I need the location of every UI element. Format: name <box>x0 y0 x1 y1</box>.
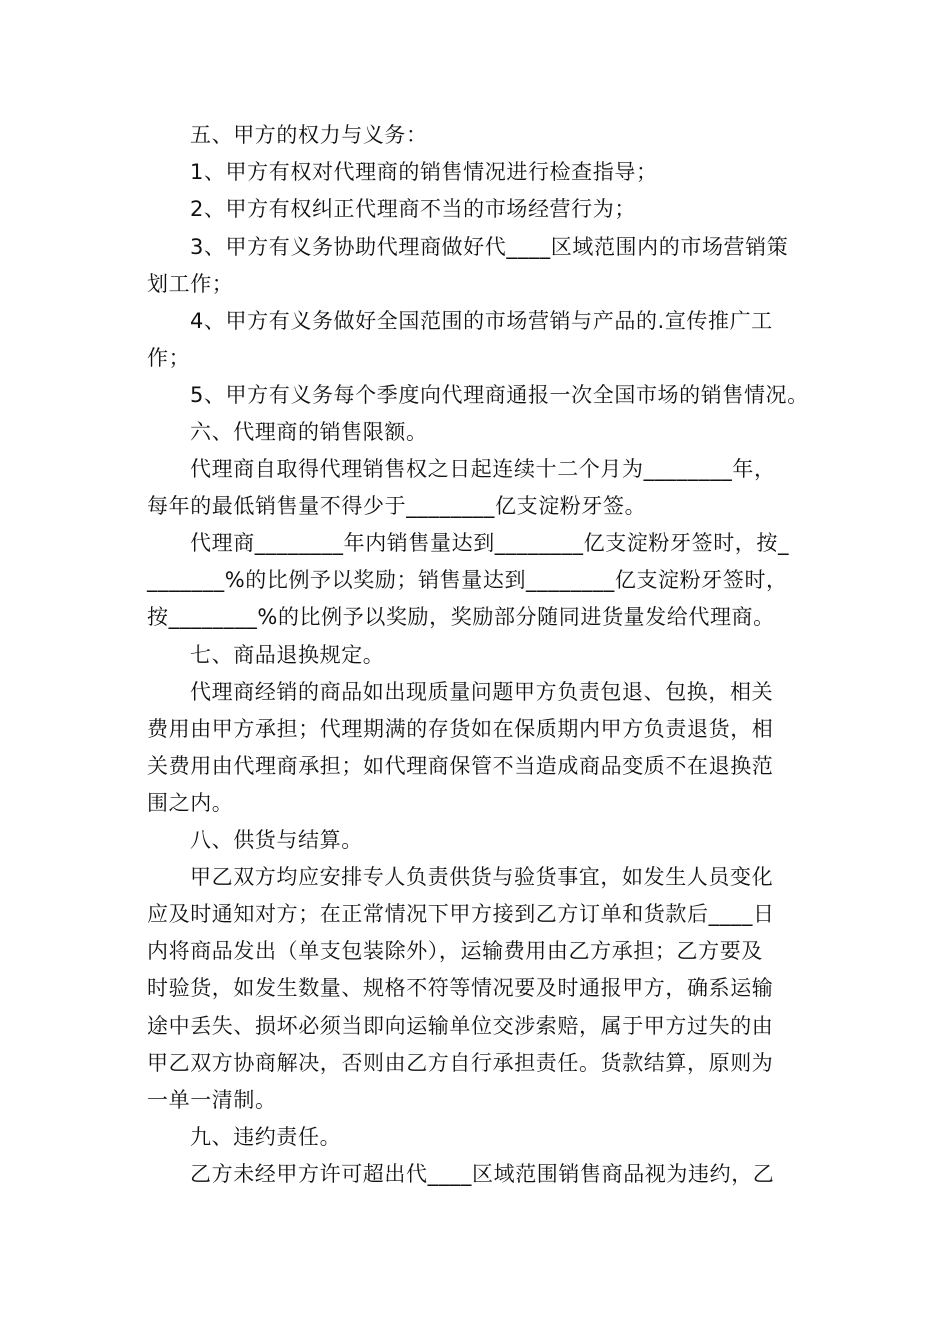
paragraph-line: 5、甲方有义务每个季度向代理商通报一次全国市场的销售情况。 <box>190 383 809 407</box>
paragraph-line: 每年的最低销售量不得少于________亿支淀粉牙签。 <box>147 494 647 518</box>
paragraph-line: 应及时通知对方；在正常情况下甲方接到乙方订单和货款后____日 <box>147 902 775 926</box>
paragraph-line: 内将商品发出（单支包装除外），运输费用由乙方承担；乙方要及 <box>147 939 763 963</box>
paragraph-line: 一单一清制。 <box>147 1088 277 1112</box>
paragraph-line: 代理商________年内销售量达到________亿支淀粉牙签时，按_ <box>190 531 790 555</box>
section-heading-6: 六、代理商的销售限额。 <box>190 420 428 444</box>
section-heading-7: 七、商品退换规定。 <box>190 643 385 667</box>
paragraph-line: 划工作； <box>147 272 234 296</box>
paragraph-line: 甲乙双方协商解决，否则由乙方自行承担责任。货款结算，原则为 <box>147 1051 774 1075</box>
paragraph-line: 关费用由代理商承担；如代理商保管不当造成商品变质不在退换范 <box>147 754 774 778</box>
paragraph-line: 时验货，如发生数量、规格不符等情况要及时通报甲方，确系运输 <box>147 976 774 1000</box>
paragraph-line: 费用由甲方承担；代理期满的存货如在保质期内甲方负责退货，相 <box>147 717 774 741</box>
section-heading-9: 九、违约责任。 <box>190 1125 342 1149</box>
paragraph-line: 1、甲方有权对代理商的销售情况进行检查指导； <box>190 160 658 184</box>
paragraph-line: 4、甲方有义务做好全国范围的市场营销与产品的.宣传推广工 <box>190 309 773 333</box>
paragraph-line: 代理商经销的商品如出现质量问题甲方负责包退、包换，相关 <box>190 680 774 704</box>
paragraph-line: 2、甲方有权纠正代理商不当的市场经营行为； <box>190 197 636 221</box>
paragraph-line: 3、甲方有义务协助代理商做好代____区域范围内的市场营销策 <box>190 235 789 259</box>
paragraph-line: 代理商自取得代理销售权之日起连续十二个月为________年， <box>190 457 776 481</box>
paragraph-line: 甲乙双方均应安排专人负责供货与验货事宜，如发生人员变化 <box>190 865 774 889</box>
paragraph-line: 围之内。 <box>147 791 234 815</box>
section-heading-5: 五、甲方的权力与义务： <box>190 123 428 147</box>
paragraph-line: 途中丢失、损坏必须当即向运输单位交涉索赔，属于甲方过失的由 <box>147 1014 774 1038</box>
section-heading-8: 八、供货与结算。 <box>190 828 363 852</box>
paragraph-line: 作； <box>147 346 191 370</box>
paragraph-line: 按________%的比例予以奖励，奖励部分随同进货量发给代理商。 <box>147 605 775 629</box>
paragraph-line: _______%的比例予以奖励；销售量达到________亿支淀粉牙签时， <box>147 568 788 592</box>
paragraph-line: 乙方未经甲方许可超出代____区域范围销售商品视为违约，乙 <box>190 1162 775 1186</box>
